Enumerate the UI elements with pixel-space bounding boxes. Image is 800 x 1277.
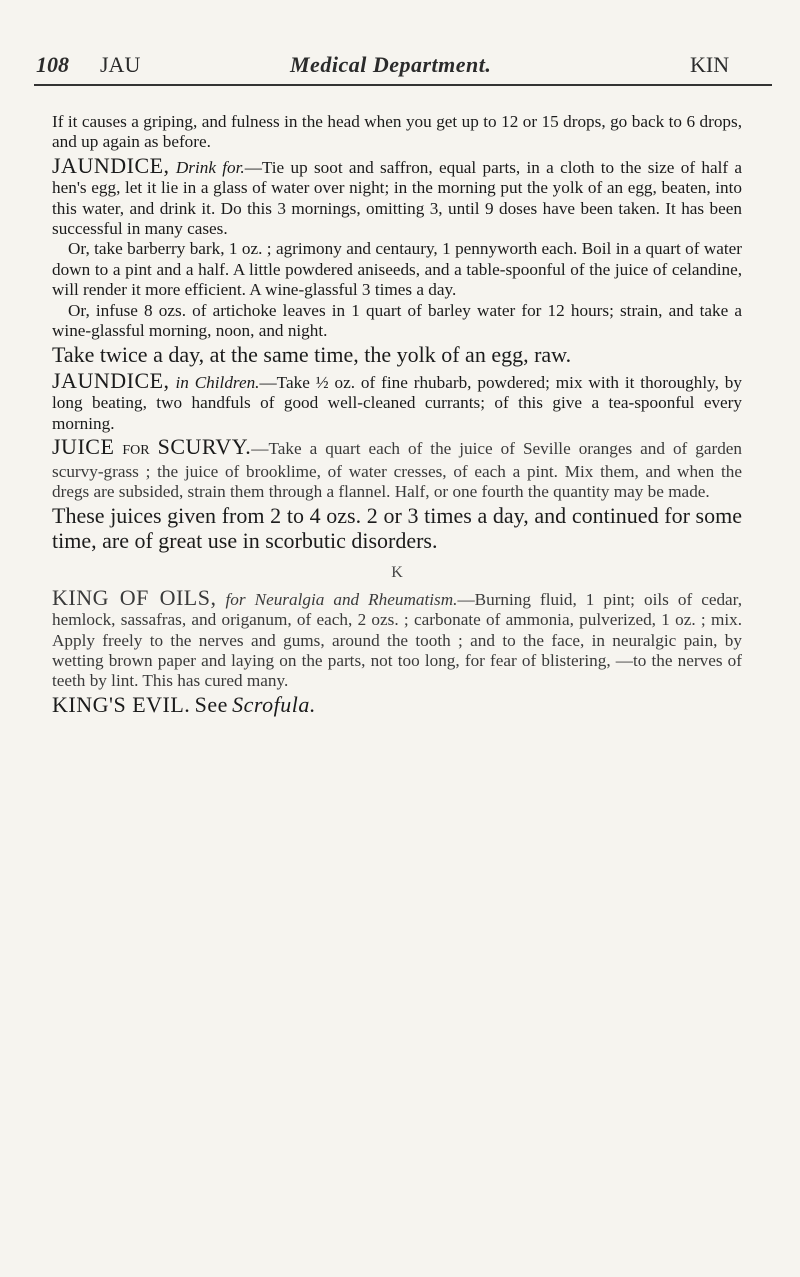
headword: KING'S EVIL. — [52, 691, 191, 717]
entry-text: —Take ½ oz. of fine rhubarb, powdered; mix with it thoroughly, by long beating, two handfuls of good well-cleaned currants; of this give a tea-spoonful every morning. — [52, 372, 742, 433]
entry-king-of-oils — [52, 584, 743, 692]
subheading: Drink for. — [175, 157, 245, 177]
section-letter: K — [391, 564, 403, 582]
entry-jaundice-children — [52, 367, 742, 434]
headword: JAUNDICE, — [52, 367, 170, 393]
page-number: 108 — [36, 52, 69, 77]
entry-jaundice-drink — [52, 152, 742, 240]
headword-end: SCURVY. — [157, 434, 252, 460]
entry-text: —Burning fluid, 1 pint; oils of cedar, hemlock, sassafras, and origanum, of each, 2 ozs. ; carbonate of ammonia, pulverized, 1 oz. ; mix. Apply freely to the nerves and gums, around the tooth ; and to the face, in neuralgic pain, by wetting brown paper and laying on the parts, not too long, for fear of blistering, —to the nerves of teeth by lint. This has cured many. — [52, 589, 743, 691]
alternative-recipe-1: Or, take barberry bark, 1 oz. ; agrimony and centaury, 1 pennyworth each. Boil in a quart of water down to a pint and a half. A little powdered aniseeds, and a table-spoonful of the juice of celandine, will render it more efficient. A wine-glassful 3 times a day. — [52, 239, 742, 300]
cross-reference: Scrofula. — [232, 691, 316, 717]
running-header — [30, 52, 770, 82]
headword: KING OF OILS, — [52, 584, 217, 610]
alternative-recipe-2: Or, infuse 8 ozs. of artichoke leaves in 1 quart of barley water for 12 hours; strain, and take a wine-glassful morning, noon, and night. — [52, 300, 742, 341]
subheading: for Neuralgia and Rheumatism. — [225, 589, 458, 609]
large-print-note: These juices given from 2 to 4 ozs. 2 or 3 times a day, and continued for some time, are of great use in scorbutic disorders. — [52, 503, 742, 553]
subheading: in Children. — [175, 372, 260, 392]
entry-juice-scurvy — [52, 434, 743, 502]
page-body — [52, 112, 742, 717]
headword: JUICE — [52, 434, 115, 460]
right-guide-word: KIN — [690, 52, 730, 77]
entry-text: —Take a quart each of the juice of Seville oranges and of garden scurvy-grass ; the juice of brooklime, of water cresses, of each a pint. Mix them, and when the dregs are subsided, strain them through a flannel. Half, or one fourth the quantity may be made. — [52, 439, 743, 501]
entry-kings-evil — [52, 691, 742, 717]
headword-small-caps: FOR — [122, 443, 150, 459]
large-print-note: Take twice a day, at the same time, the yolk of an egg, raw. — [52, 342, 572, 368]
see-label: See — [194, 691, 228, 717]
running-title: Medical Department. — [290, 52, 492, 77]
entry-text: —Tie up soot and saffron, equal parts, in a cloth to the size of half a hen's egg, let it lie in a glass of water over night; in the morning put the yolk of an egg, beaten, into this water, and drink it. Do this 3 mornings, omitting 3, until 9 doses have been taken. It has been successful in many cases. — [52, 157, 742, 239]
header-rule — [34, 84, 772, 86]
jaundice-intro-paragraph: If it causes a griping, and fulness in the head when you get up to 12 or 15 drops, go back to 6 drops, and up again as before. — [52, 112, 742, 152]
left-guide-word: JAU — [100, 52, 141, 77]
headword: JAUNDICE, — [52, 152, 170, 178]
